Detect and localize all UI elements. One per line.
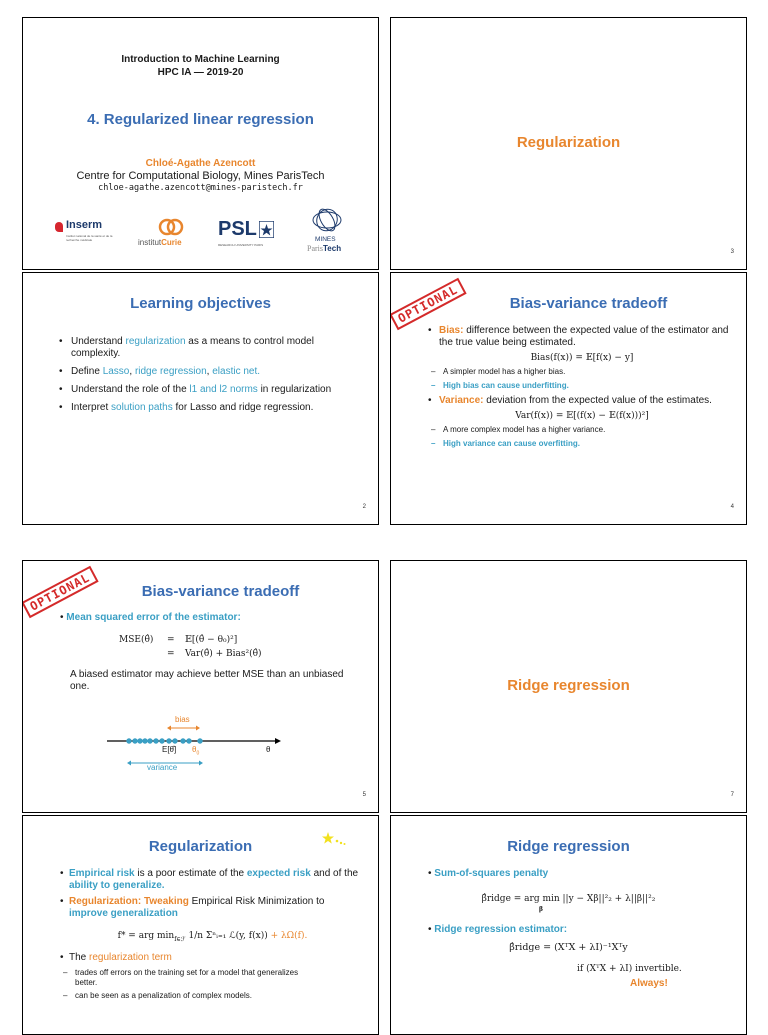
slide-heading: Learning objectives bbox=[130, 295, 271, 312]
always-note: Always! bbox=[630, 978, 668, 989]
section-title: Ridge regression bbox=[507, 677, 630, 694]
bias-variance-diagram bbox=[103, 715, 293, 775]
invertibility-condition: if (XᵀX + λI) invertible. bbox=[577, 964, 682, 974]
curie-logo-text-b: Curie bbox=[161, 238, 182, 247]
slide-heading: Ridge regression bbox=[507, 838, 630, 855]
list-item: – can be seen as a penalization of complex models. bbox=[63, 990, 365, 1002]
list-item: • Understand regularization as a means to control model complexity. bbox=[59, 336, 339, 360]
bias-bullet: • Bias: difference between the expected value of the estimator and the true value being estimated. bbox=[428, 325, 729, 348]
variance-details bbox=[431, 424, 736, 450]
tech-logo-text: Tech bbox=[323, 244, 342, 253]
variance-label: variance bbox=[147, 763, 178, 772]
inserm-logo-subtitle: Institut national de la santé et de la recherche médicale bbox=[66, 234, 113, 242]
psl-logo-text: PSL bbox=[218, 218, 257, 240]
list-item: – High bias can cause underfitting. bbox=[431, 380, 736, 392]
slide-body bbox=[60, 868, 365, 1005]
course-name: Introduction to Machine Learning bbox=[121, 54, 280, 65]
regularization-term-details bbox=[63, 968, 365, 1002]
slide-ridge-section bbox=[390, 560, 747, 813]
slide-regularization-section bbox=[390, 17, 747, 270]
erm-equation: f* = arg $\min_{f\in ℱ} 1/n$ Σⁿᵢ₌₁ ℒ(y, f(x)) + λΩ(f). bbox=[117, 931, 308, 943]
author-name: Chloé-Agathe Azencott bbox=[145, 158, 256, 169]
psl-star-icon bbox=[259, 221, 274, 238]
curie-rings-icon bbox=[158, 217, 184, 237]
slide-ridge-regression bbox=[390, 815, 747, 1035]
page-number: 2 bbox=[362, 504, 366, 510]
penalty-label: Sum-of-squares penalty bbox=[434, 868, 549, 879]
list-item: • Regularization: Tweaking Empirical Risk Minimization to improve generalization bbox=[60, 896, 325, 919]
mse-label: Mean squared error of the estimator: bbox=[66, 612, 241, 623]
list-item: • Sum-of-squares penalty bbox=[428, 868, 549, 879]
author-affiliation: Centre for Computational Biology, Mines ParisTech bbox=[76, 170, 325, 182]
list-item: • Understand the role of the l1 and l2 norms in regularization bbox=[59, 384, 339, 396]
slide-learning-objectives bbox=[22, 272, 379, 525]
ridge-estimator-equation: β̂ridge = (XᵀX + λI)⁻¹Xᵀy bbox=[509, 942, 628, 953]
lecture-title: 4. Regularized linear regression bbox=[87, 111, 314, 128]
slide-heading: Regularization bbox=[148, 838, 253, 855]
mines-paristech-logo bbox=[301, 207, 351, 265]
page-number: 5 bbox=[362, 792, 366, 798]
ridge-objective-equation: β̂ridge = arg min ||y − Xβ||²₂ + λ||β||²₂ bbox=[481, 894, 656, 904]
mines-logo-text: MINES bbox=[315, 236, 336, 243]
slide-bias-variance-mse bbox=[22, 560, 379, 813]
slide-heading: Bias-variance tradeoff bbox=[141, 583, 300, 600]
institut-curie-logo bbox=[136, 217, 200, 251]
page-number: 7 bbox=[730, 792, 734, 798]
list-item: • Define Lasso, ridge regression, elastic net. bbox=[59, 366, 339, 378]
page-number: 3 bbox=[730, 249, 734, 255]
variance-equation: Var(f(x)) = 𝔼[(f(x) − 𝔼(f(x)))²] bbox=[515, 411, 649, 421]
argmin-subscript: β bbox=[539, 906, 543, 913]
expected-estimate-label: E[θ̂] bbox=[162, 745, 177, 754]
bias-label: bias bbox=[175, 715, 190, 724]
curie-logo-text-a: institut bbox=[138, 238, 162, 247]
mines-swoosh-icon bbox=[309, 207, 345, 233]
objectives-list bbox=[59, 336, 339, 420]
list-item: • Ridge regression estimator: bbox=[428, 924, 568, 935]
section-title: Regularization bbox=[516, 134, 621, 151]
slide-body bbox=[428, 325, 736, 453]
theta-axis-label: θ bbox=[266, 745, 271, 754]
bias-equation: Bias(f(x)) = 𝔼[f(x) − y] bbox=[530, 353, 634, 363]
slide-regularization bbox=[22, 815, 379, 1035]
list-item: – trades off errors on the training set for a model that generalizes better. bbox=[63, 968, 315, 988]
list-item: – High variance can cause overfitting. bbox=[431, 438, 736, 450]
star-sparkle-icon bbox=[321, 831, 347, 847]
mse-bullet: • Mean squared error of the estimator: bbox=[60, 612, 241, 623]
optional-stamp: OPTIONAL bbox=[22, 566, 98, 618]
true-value-label: $\theta_0$ bbox=[192, 745, 200, 757]
variance-bullet: • Variance: deviation from the expected value of the estimates. bbox=[428, 395, 712, 406]
page-number: 4 bbox=[730, 504, 734, 510]
estimator-label: Ridge regression estimator: bbox=[434, 924, 568, 935]
psl-logo-subtitle: RESEARCH UNIVERSITY PARIS bbox=[218, 243, 264, 247]
slide-title bbox=[22, 17, 379, 270]
optional-stamp: OPTIONAL bbox=[390, 278, 466, 330]
author-email: chloe-agathe.azencott@mines-paristech.fr bbox=[98, 183, 303, 193]
mse-explanation: A biased estimator may achieve better MSE than an unbiased one. bbox=[70, 669, 344, 692]
paris-logo-text: Paris bbox=[307, 244, 323, 253]
inserm-logo bbox=[55, 219, 119, 249]
inserm-logo-text: Inserm bbox=[66, 219, 103, 231]
list-item: – A simpler model has a higher bias. bbox=[431, 366, 736, 378]
course-program: HPC IA — 2019-20 bbox=[157, 67, 244, 78]
mse-equation: MSE(θ̂) = 𝔼[(θ̂ − θ₀)²] = Var(θ̂) + Bias²(θ̂) bbox=[119, 635, 262, 659]
bias-details bbox=[431, 366, 736, 392]
psl-logo bbox=[218, 218, 278, 252]
list-item: • Interpret solution paths for Lasso and ridge regression. bbox=[59, 402, 339, 414]
list-item: – A more complex model has a higher variance. bbox=[431, 424, 736, 436]
slide-bias-variance-definitions bbox=[390, 272, 747, 525]
slide-heading: Bias-variance tradeoff bbox=[509, 295, 668, 312]
list-item: • Empirical risk is a poor estimate of the expected risk and of the ability to generalize. bbox=[60, 868, 359, 891]
list-item: • The regularization term bbox=[60, 951, 172, 963]
